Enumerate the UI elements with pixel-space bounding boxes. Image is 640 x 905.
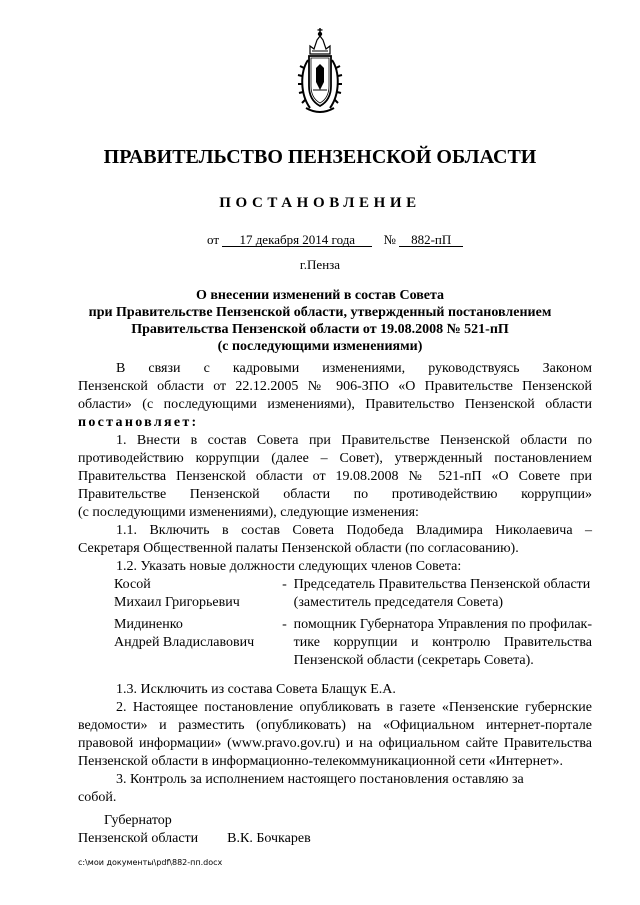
heading-line: при Правительстве Пензенской области, утвержденный постановлением bbox=[88, 305, 552, 320]
paragraph-2-line: Пензенской области в информационно-телекоммуникационной сети «Интернет». bbox=[78, 754, 564, 769]
paragraph-2-line: правовой информации» (www.pravo.gov.ru) и на официальном сайте Правительства bbox=[78, 736, 592, 751]
paragraph-1-line: 1. Внести в состав Совета при Правительстве Пензенской области по bbox=[116, 433, 592, 448]
organization-title: ПРАВИТЕЛЬСТВО ПЕНЗЕНСКОЙ ОБЛАСТИ bbox=[103, 146, 537, 168]
heading-line: О внесении изменений в состав Совета bbox=[195, 288, 445, 303]
paragraph-3-line: 3. Контроль за исполнением настоящего постановления оставляю за bbox=[116, 772, 524, 787]
coat-of-arms-emblem bbox=[296, 24, 344, 120]
member-row bbox=[114, 652, 592, 670]
file-path-footer: c:\мои документы\pdf\882-пп.docx bbox=[78, 858, 223, 867]
member-position-line: (заместитель председателя Совета) bbox=[293, 595, 504, 610]
heading-line: (с последующими изменениями) bbox=[217, 339, 423, 354]
date-number-line bbox=[207, 232, 463, 248]
number-prefix: № bbox=[383, 232, 396, 247]
paragraph-1-1-line: Секретаря Общественной палаты Пензенской области (по согласованию). bbox=[78, 541, 519, 556]
signatory-title-line1: Губернатор bbox=[104, 813, 172, 828]
paragraph-1-line: Правительстве Пензенской области по противодействию коррупции» bbox=[78, 487, 592, 502]
paragraph-1-2: 1.2. Указать новые должности следующих членов Совета: bbox=[116, 559, 462, 574]
intro-line: В связи с кадровыми изменениями, руководствуясь Законом bbox=[116, 361, 592, 376]
document-date: 17 декабря 2014 года bbox=[222, 233, 372, 247]
date-prefix: от bbox=[207, 232, 220, 247]
paragraph-1-1-line: 1.1. Включить в состав Совета Подобеда Владимира Николаевича – bbox=[116, 523, 592, 538]
document-heading bbox=[70, 287, 570, 355]
paragraph-1-line: Правительства Пензенской области от 19.08.2008 № 521-пП «О Совете при bbox=[78, 469, 592, 484]
paragraph-2-line: ведомости» и разместить (опубликовать) на «Официальном интернет-портале bbox=[78, 718, 592, 733]
member-row bbox=[114, 616, 592, 634]
member-row bbox=[114, 576, 592, 594]
member-position-line: помощник Губернатора Управления по профилак- bbox=[293, 617, 592, 632]
member-dash: - bbox=[282, 577, 287, 592]
member-position-line: Председатель Правительства Пензенской области bbox=[293, 577, 591, 592]
member-row bbox=[114, 594, 592, 616]
intro-line: Пензенской области от 22.12.2005 № 906-ЗПО «О Правительстве Пензенской bbox=[78, 379, 592, 394]
member-name: Андрей Владиславович bbox=[114, 635, 255, 650]
document-body bbox=[78, 360, 592, 807]
paragraph-1-line: противодействию коррупции (далее – Совет), утвержденный постановлением bbox=[78, 451, 592, 466]
member-position-line: тике коррупции и контролю Правительства bbox=[293, 635, 592, 650]
intro-line: области» (с последующими изменениями), Правительство Пензенской области bbox=[78, 397, 592, 412]
city: г.Пенза bbox=[299, 257, 341, 272]
signature-block bbox=[78, 812, 311, 848]
document-number: 882-пП bbox=[399, 233, 463, 247]
member-surname: Косой bbox=[114, 577, 151, 592]
member-surname: Мидиненко bbox=[114, 617, 183, 632]
resolves-word: постановляет: bbox=[78, 415, 199, 430]
member-dash: - bbox=[282, 617, 287, 632]
members-table bbox=[114, 576, 592, 670]
paragraph-2-line: 2. Настоящее постановление опубликовать в газете «Пензенские губернские bbox=[116, 700, 592, 715]
paragraph-3-line: собой. bbox=[78, 790, 117, 805]
signatory-title-line2: Пензенской области bbox=[78, 831, 199, 846]
paragraph-1-3: 1.3. Исключить из состава Совета Блащук Е.А. bbox=[116, 682, 396, 697]
document-type: ПОСТАНОВЛЕНИЕ bbox=[219, 195, 421, 211]
member-position-line: Пензенской области (секретарь Совета). bbox=[293, 653, 534, 668]
member-row bbox=[114, 634, 592, 652]
heading-line: Правительства Пензенской области от 19.08.2008 № 521-пП bbox=[131, 322, 509, 337]
paragraph-1-line: (с последующими изменениями), следующие изменения: bbox=[78, 505, 419, 520]
signatory-name: В.К. Бочкарев bbox=[227, 831, 311, 846]
member-name: Михаил Григорьевич bbox=[114, 595, 240, 610]
